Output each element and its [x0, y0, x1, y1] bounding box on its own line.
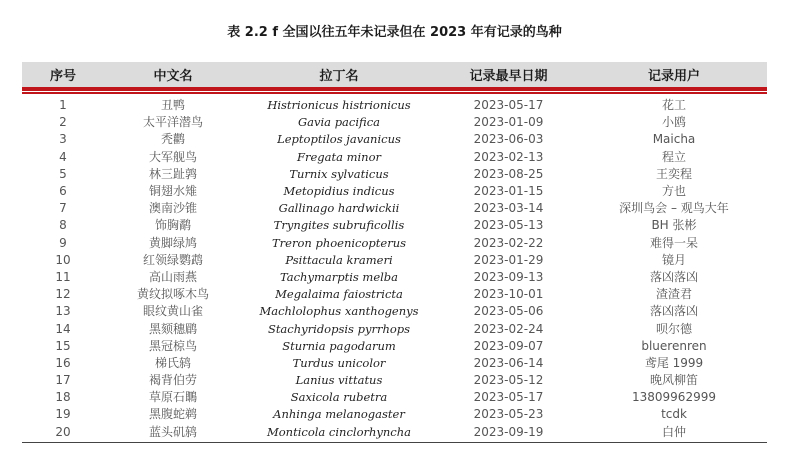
cell-index: 9 [59, 235, 67, 250]
table-row [22, 200, 767, 217]
cell-recorder: tcdk [661, 407, 687, 422]
table-row [22, 389, 767, 406]
cell-recorder: 落凶落凶 [649, 269, 698, 284]
cell-latin-name: Megalaima faiostricta [275, 287, 403, 302]
cell-recorder: 呗尔德 [655, 321, 692, 336]
cell-chinese-name: 黄脚绿鸠 [148, 235, 197, 250]
cell-recorder: 方也 [661, 184, 686, 199]
cell-recorder: 小鸥 [661, 115, 686, 130]
table-row [22, 217, 767, 234]
cell-recorder: 晚风柳笛 [649, 373, 698, 388]
cell-index: 17 [55, 373, 71, 388]
cell-index: 6 [59, 184, 67, 199]
cell-earliest-date: 2023-05-12 [473, 373, 544, 388]
cell-earliest-date: 2023-09-13 [473, 269, 544, 284]
cell-earliest-date: 2023-03-14 [473, 201, 544, 216]
cell-index: 8 [59, 218, 67, 233]
cell-chinese-name: 梯氏鸫 [154, 355, 191, 370]
table-row [22, 320, 767, 337]
cell-latin-name: Stachyridopsis pyrrhops [267, 321, 411, 336]
cell-chinese-name: 红领绿鹦鹉 [142, 252, 203, 267]
cell-recorder: bluerenren [641, 338, 707, 353]
species-table [22, 62, 767, 443]
cell-earliest-date: 2023-05-13 [473, 218, 544, 233]
cell-latin-name: Lanius vittatus [295, 373, 383, 388]
table-row [22, 166, 767, 183]
cell-chinese-name: 褐背伯劳 [148, 373, 197, 388]
cell-chinese-name: 高山雨燕 [148, 269, 197, 284]
cell-earliest-date: 2023-01-09 [473, 115, 544, 130]
cell-recorder: 花工 [661, 98, 686, 113]
cell-earliest-date: 2023-09-07 [473, 338, 544, 353]
cell-latin-name: Psittacula krameri [285, 252, 393, 267]
header-index: 序号 [49, 69, 76, 84]
table-row [22, 286, 767, 303]
table-row [22, 355, 767, 372]
cell-index: 14 [55, 321, 71, 336]
cell-latin-name: Turdus unicolor [292, 355, 386, 370]
cell-index: 5 [59, 166, 67, 181]
cell-recorder: 深圳鸟会 – 观鸟大年 [619, 201, 729, 216]
table-body [22, 94, 767, 441]
cell-recorder: Maicha [652, 132, 696, 147]
cell-earliest-date: 2023-02-24 [473, 321, 544, 336]
cell-recorder: 落凶落凶 [649, 304, 698, 319]
table-row [22, 372, 767, 389]
cell-earliest-date: 2023-05-17 [473, 98, 544, 113]
cell-recorder: 难得一呆 [649, 235, 698, 250]
cell-index: 19 [55, 407, 71, 422]
cell-latin-name: Machlolophus xanthogenys [259, 304, 419, 319]
table-row [22, 406, 767, 423]
cell-latin-name: Saxicola rubetra [290, 390, 388, 405]
cell-earliest-date: 2023-08-25 [473, 166, 544, 181]
cell-earliest-date: 2023-05-17 [473, 390, 544, 405]
table-row [22, 235, 767, 252]
cell-recorder: BH 张彬 [651, 218, 697, 233]
cell-latin-name: Sturnia pagodarum [282, 338, 396, 353]
cell-latin-name: Monticola cinclorhyncha [266, 424, 412, 439]
cell-index: 13 [55, 304, 71, 319]
cell-recorder: 渣渣君 [655, 287, 692, 302]
cell-latin-name: Leptoptilos javanicus [277, 132, 401, 147]
cell-earliest-date: 2023-02-13 [473, 149, 544, 164]
cell-latin-name: Fregata minor [296, 149, 382, 164]
cell-earliest-date: 2023-01-15 [473, 184, 544, 199]
table-row [22, 269, 767, 286]
cell-latin-name: Treron phoenicopterus [272, 235, 406, 250]
cell-earliest-date: 2023-06-03 [473, 132, 544, 147]
cell-recorder: 白仲 [661, 424, 686, 439]
table-title: 表 2.2 f 全国以往五年未记录但在 2023 年有记录的鸟种 [227, 25, 562, 40]
cell-index: 2 [59, 115, 67, 130]
cell-index: 15 [55, 338, 71, 353]
table-bottom-rule [22, 442, 767, 444]
cell-chinese-name: 草原石䳭 [148, 390, 197, 405]
table-row [22, 424, 767, 441]
cell-index: 18 [55, 390, 71, 405]
header-latin-name: 拉丁名 [319, 69, 359, 84]
cell-index: 11 [55, 269, 71, 284]
cell-latin-name: Histrionicus histrionicus [267, 98, 411, 113]
cell-chinese-name: 眼纹黄山雀 [142, 304, 203, 319]
table-header [22, 62, 767, 87]
cell-recorder: 镜月 [661, 252, 686, 267]
cell-latin-name: Metopidius indicus [283, 184, 395, 199]
cell-chinese-name: 饰胸鹬 [154, 218, 191, 233]
cell-earliest-date: 2023-05-06 [473, 304, 544, 319]
cell-index: 10 [55, 252, 71, 267]
cell-chinese-name: 黑腹蛇鹈 [148, 407, 197, 422]
cell-latin-name: Tachymarptis melba [279, 269, 399, 284]
cell-chinese-name: 大军舰鸟 [148, 149, 197, 164]
cell-latin-name: Turnix sylvaticus [289, 166, 389, 181]
table-row [22, 338, 767, 355]
cell-earliest-date: 2023-05-23 [473, 407, 544, 422]
cell-latin-name: Gallinago hardwickii [278, 201, 400, 216]
cell-chinese-name: 蓝头矶鸫 [148, 424, 197, 439]
cell-chinese-name: 澳南沙锥 [148, 201, 197, 216]
cell-latin-name: Anhinga melanogaster [273, 407, 405, 422]
table-row [22, 252, 767, 269]
cell-recorder: 13809962999 [632, 390, 716, 405]
cell-index: 12 [55, 287, 71, 302]
table-row [22, 97, 767, 114]
cell-chinese-name: 太平洋潜鸟 [142, 115, 203, 130]
table-row [22, 303, 767, 320]
cell-index: 7 [59, 201, 67, 216]
header-recorder: 记录用户 [647, 69, 700, 84]
cell-recorder: 王奕程 [655, 166, 692, 181]
table-row [22, 183, 767, 200]
cell-earliest-date: 2023-01-29 [473, 252, 544, 267]
cell-earliest-date: 2023-06-14 [473, 355, 544, 370]
cell-latin-name: Gavia pacifica [297, 115, 381, 130]
table-row [22, 131, 767, 148]
cell-chinese-name: 铜翅水雉 [148, 184, 197, 199]
cell-earliest-date: 2023-02-22 [473, 235, 544, 250]
cell-chinese-name: 黄纹拟啄木鸟 [136, 287, 209, 302]
cell-chinese-name: 丑鸭 [160, 98, 185, 113]
cell-recorder: 程立 [661, 149, 686, 164]
cell-earliest-date: 2023-09-19 [473, 424, 544, 439]
cell-index: 4 [59, 149, 67, 164]
cell-index: 1 [59, 98, 67, 113]
cell-index: 3 [59, 132, 67, 147]
table-row [22, 149, 767, 166]
cell-index: 20 [55, 424, 71, 439]
cell-latin-name: Tryngites subruficollis [273, 218, 405, 233]
cell-index: 16 [55, 355, 71, 370]
cell-chinese-name: 黑颏穗鹛 [148, 321, 197, 336]
header-earliest-date: 记录最早日期 [469, 69, 548, 84]
cell-chinese-name: 林三趾鹑 [148, 166, 197, 181]
header-chinese-name: 中文名 [153, 69, 193, 84]
cell-recorder: 鸢尾 1999 [644, 355, 704, 370]
table-row [22, 114, 767, 131]
cell-earliest-date: 2023-10-01 [473, 287, 544, 302]
cell-chinese-name: 黑冠椋鸟 [148, 338, 197, 353]
cell-chinese-name: 秃鹳 [160, 132, 185, 147]
